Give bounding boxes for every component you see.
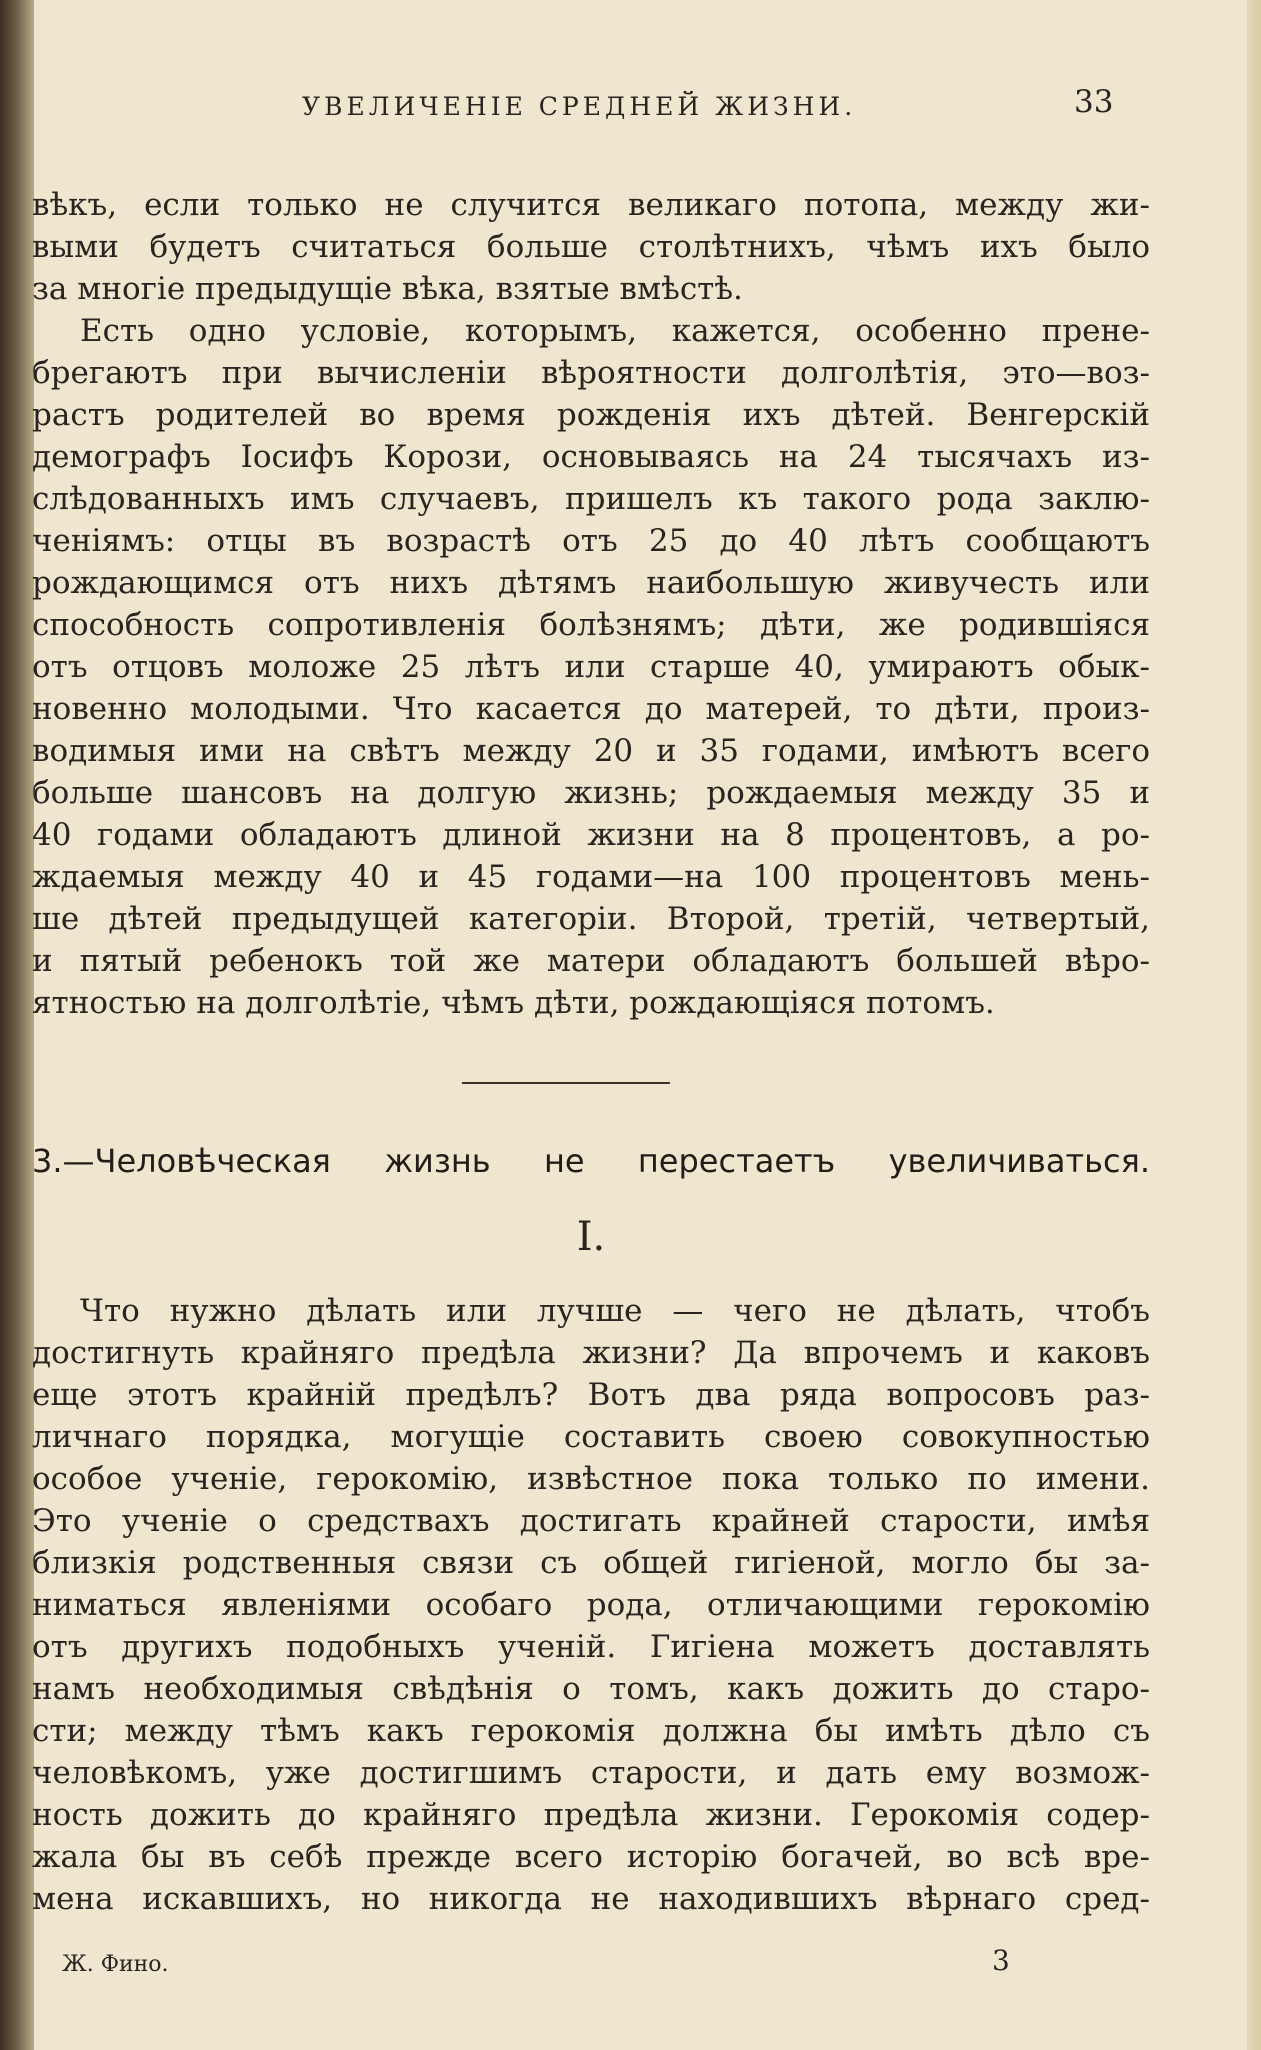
text-line: за многіе предыдущіе вѣка, взятые вмѣстѣ.	[32, 271, 743, 307]
running-title: УВЕЛИЧЕНІЕ СРЕДНЕЙ ЖИЗНИ.	[302, 92, 857, 121]
book-binding-edge	[0, 0, 34, 2050]
text-line: Есть одно условіе, которымъ, кажется, особенно прене-	[80, 313, 1150, 349]
text-line: отъ другихъ подобныхъ ученій. Гигіена можетъ доставлять	[32, 1629, 1150, 1665]
text-line: растъ родителей во время рожденія ихъ дѣтей. Венгерскій	[32, 397, 1150, 433]
text-line: намъ необходимыя свѣдѣнія о томъ, какъ дожить до старо-	[32, 1671, 1150, 1707]
text-line: ниматься явленіями особаго рода, отличающими герокомію	[32, 1587, 1150, 1623]
text-line: сти; между тѣмъ какъ герокомія должна бы имѣть дѣло съ	[32, 1713, 1150, 1749]
chapter-numeral: I.	[576, 1214, 606, 1260]
section-divider	[462, 1082, 670, 1084]
text-line: способность сопротивленія болѣзнямъ; дѣти, же родившіяся	[32, 607, 1150, 643]
text-line: вѣкъ, если только не случится великаго потопа, между жи-	[32, 187, 1150, 223]
text-line: ждаемыя между 40 и 45 годами—на 100 процентовъ мень-	[32, 859, 1150, 895]
text-line: Это ученіе о средствахъ достигать крайней старости, имѣя	[32, 1503, 1150, 1539]
text-line: достигнуть крайняго предѣла жизни? Да впрочемъ и каковъ	[32, 1335, 1150, 1371]
paragraph-continuation	[32, 184, 1150, 310]
text-line: еще этотъ крайній предѣлъ? Вотъ два ряда вопросовъ раз-	[32, 1377, 1150, 1413]
text-line: мена искавшихъ, но никогда не находившихъ вѣрнаго сред-	[32, 1881, 1150, 1917]
text-line: ше дѣтей предыдущей категоріи. Второй, третій, четвертый,	[32, 901, 1150, 937]
text-line: близкія родственныя связи съ общей гигіеной, могло бы за-	[32, 1545, 1150, 1581]
text-line: брегаютъ при вычисленіи вѣроятности долголѣтія, это—воз-	[32, 355, 1150, 391]
text-line: ченіямъ: отцы въ возрастѣ отъ 25 до 40 лѣтъ сообщаютъ	[32, 523, 1150, 559]
footer-signature-mark: 3	[992, 1944, 1010, 1977]
text-line: ятностью на долголѣтіе, чѣмъ дѣти, рождающіяся потомъ.	[32, 985, 995, 1021]
text-line: 40 годами обладаютъ длиной жизни на 8 процентовъ, а ро-	[32, 817, 1150, 853]
text-line: ность дожить до крайняго предѣла жизни. Герокомія содер-	[32, 1797, 1150, 1833]
text-line: человѣкомъ, уже достигшимъ старости, и дать ему возмож-	[32, 1755, 1150, 1791]
section-heading: 3.—Человѣческая жизнь не перестаетъ увеличиваться.	[32, 1142, 1150, 1180]
footer-signature: Ж. Фино.	[62, 1952, 169, 1977]
page-edge	[1247, 0, 1261, 2050]
text-line: и пятый ребенокъ той же матери обладаютъ большей вѣро-	[32, 943, 1150, 979]
text-line: отъ отцовъ моложе 25 лѣтъ или старше 40, умираютъ обык-	[32, 649, 1150, 685]
text-line: больше шансовъ на долгую жизнь; рождаемыя между 35 и	[32, 775, 1150, 811]
text-line: выми будетъ считаться больше столѣтнихъ, чѣмъ ихъ было	[32, 229, 1150, 265]
text-line: личнаго порядка, могущіе составить своею совокупностью	[32, 1419, 1150, 1455]
text-line: рождающимся отъ нихъ дѣтямъ наибольшую живучесть или	[32, 565, 1150, 601]
running-head	[32, 84, 1232, 128]
paragraph-parental-age	[32, 310, 1150, 1024]
text-line: особое ученіе, герокомію, извѣстное пока только по имени.	[32, 1461, 1150, 1497]
book-page	[32, 0, 1232, 2050]
page-number: 33	[1074, 84, 1114, 120]
text-line: водимыя ими на свѣтъ между 20 и 35 годами, имѣютъ всего	[32, 733, 1150, 769]
text-line: новенно молодыми. Что касается до матерей, то дѣти, произ-	[32, 691, 1150, 727]
text-line: жала бы въ себѣ прежде всего исторію богачей, во всѣ вре-	[32, 1839, 1150, 1875]
paragraph-gerokomia	[32, 1290, 1150, 1920]
text-line: демографъ Іосифъ Корози, основываясь на 24 тысячахъ из-	[32, 439, 1150, 475]
text-line: Что нужно дѣлать или лучше — чего не дѣлать, чтобъ	[80, 1293, 1150, 1329]
text-line: слѣдованныхъ имъ случаевъ, пришелъ къ такого рода заклю-	[32, 481, 1150, 517]
